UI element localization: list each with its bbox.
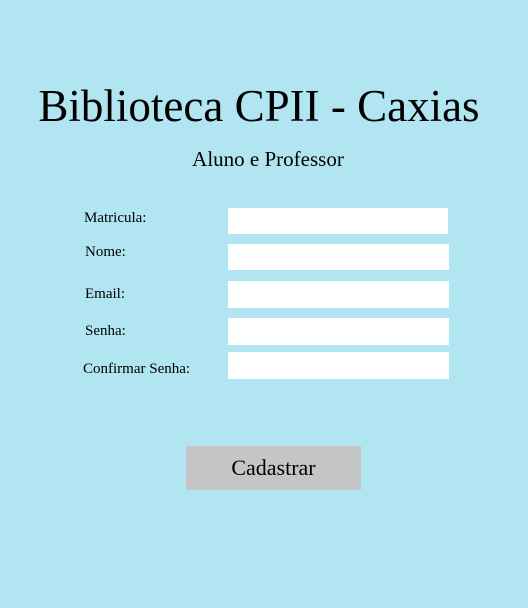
- email-input[interactable]: [228, 281, 449, 308]
- nome-input[interactable]: [228, 244, 449, 270]
- matricula-input[interactable]: [228, 208, 448, 234]
- senha-label: Senha:: [85, 323, 126, 339]
- senha-input[interactable]: [228, 318, 449, 345]
- cadastrar-button[interactable]: Cadastrar: [186, 446, 361, 490]
- email-label: Email:: [85, 286, 125, 302]
- page-title: Biblioteca CPII - Caxias: [38, 81, 480, 131]
- page-subtitle: Aluno e Professor: [192, 147, 344, 171]
- nome-label: Nome:: [85, 244, 126, 260]
- confirmar-senha-label: Confirmar Senha:: [83, 361, 191, 377]
- matricula-label: Matricula:: [84, 210, 147, 226]
- confirmar-senha-input[interactable]: [228, 352, 449, 379]
